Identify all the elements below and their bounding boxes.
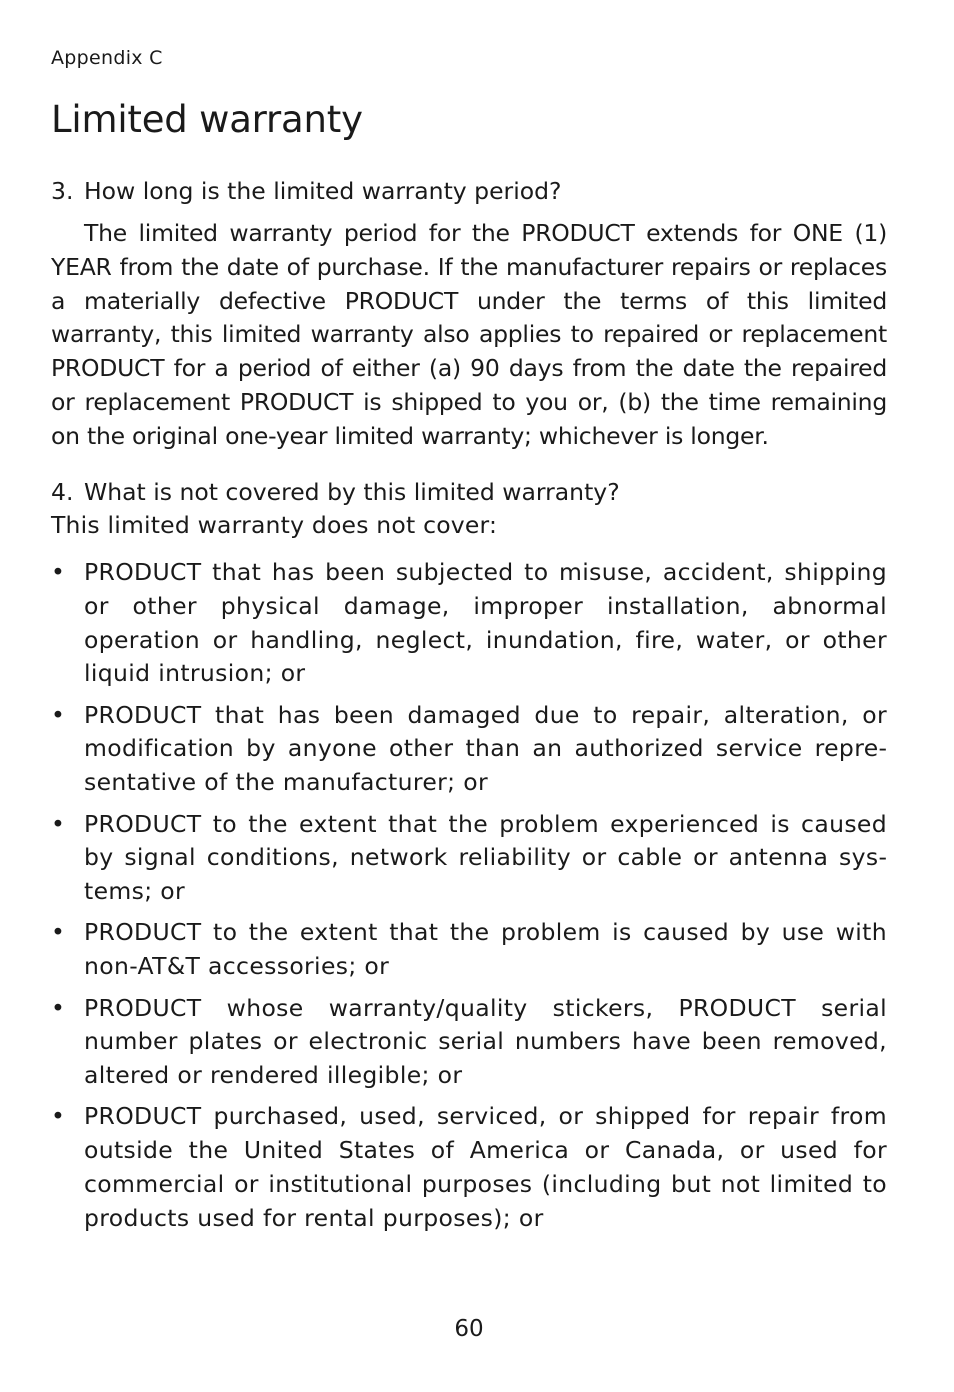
question-4-intro: This limited warranty does not cover: [51,511,498,539]
list-item-text: PRODUCT to the extent that the problem experienced is caused by signal conditions, network reliability or cable or antenna systems; or [84,809,887,906]
list-item [51,1100,887,1235]
question-3-number: 3. [51,177,74,205]
list-item [51,556,887,691]
list-item-text: PRODUCT whose warranty/quality stickers, PRODUCT serial number plates or electronic serial numbers have been removed, altered or rendered illegible; or [84,993,887,1090]
list-item-text: PRODUCT to the extent that the problem is caused by use with non-AT&T accessories; or [84,918,887,981]
bullet-icon: • [51,558,66,586]
question-4-text: What is not covered by this limited warranty? [84,478,620,506]
bullet-icon: • [51,700,66,729]
list-item-text: PRODUCT purchased, used, serviced, or shipped for repair from outside the United States of America or Canada, or used for commercial or institutional purposes (including but not limited to products used for rental purposes); or [84,1102,887,1232]
list-item-text: PRODUCT that has been damaged due to repair, alteration, or modification by anyone other than an authorized service representative of the manufacturer; or [84,700,887,797]
page-number: 60 [454,1316,484,1342]
question-4-number: 4. [51,478,74,506]
list-item-text: PRODUCT that has been subjected to misuse, accident, shipping or other physical damage, improper installation, abnormal operation or handling, neglect, inundation, fire, water, or other liquid intrusion; or [84,558,887,688]
question-4-heading [51,476,887,510]
list-item [51,699,887,800]
list-item [51,992,887,1093]
question-3-text: How long is the limited warranty period? [84,177,562,205]
list-item [51,916,887,984]
bullet-icon: • [51,809,66,838]
bullet-icon: • [51,993,66,1022]
bullet-icon: • [51,1102,66,1131]
bullet-icon: • [51,918,66,947]
section-label: Appendix C [51,47,163,69]
question-3-heading [51,175,887,209]
exclusions-list [51,556,887,1243]
page-title: Limited warranty [51,98,363,141]
question-3-answer: The limited warranty period for the PRODUCT extends for ONE (1) YEAR from the date of purchase. If the manufacturer repairs or replaces a materially defective PRODUCT under the terms of this limited warranty, this limited warranty also applies to repaired or replacement PRODUCT for a period of either (a) 90 days from the date the repaired or replacement PRODUCT is shipped to you or, (b) the time remaining on the original one-year limited warranty; whichever is longer. [51,219,887,450]
list-item [51,808,887,909]
